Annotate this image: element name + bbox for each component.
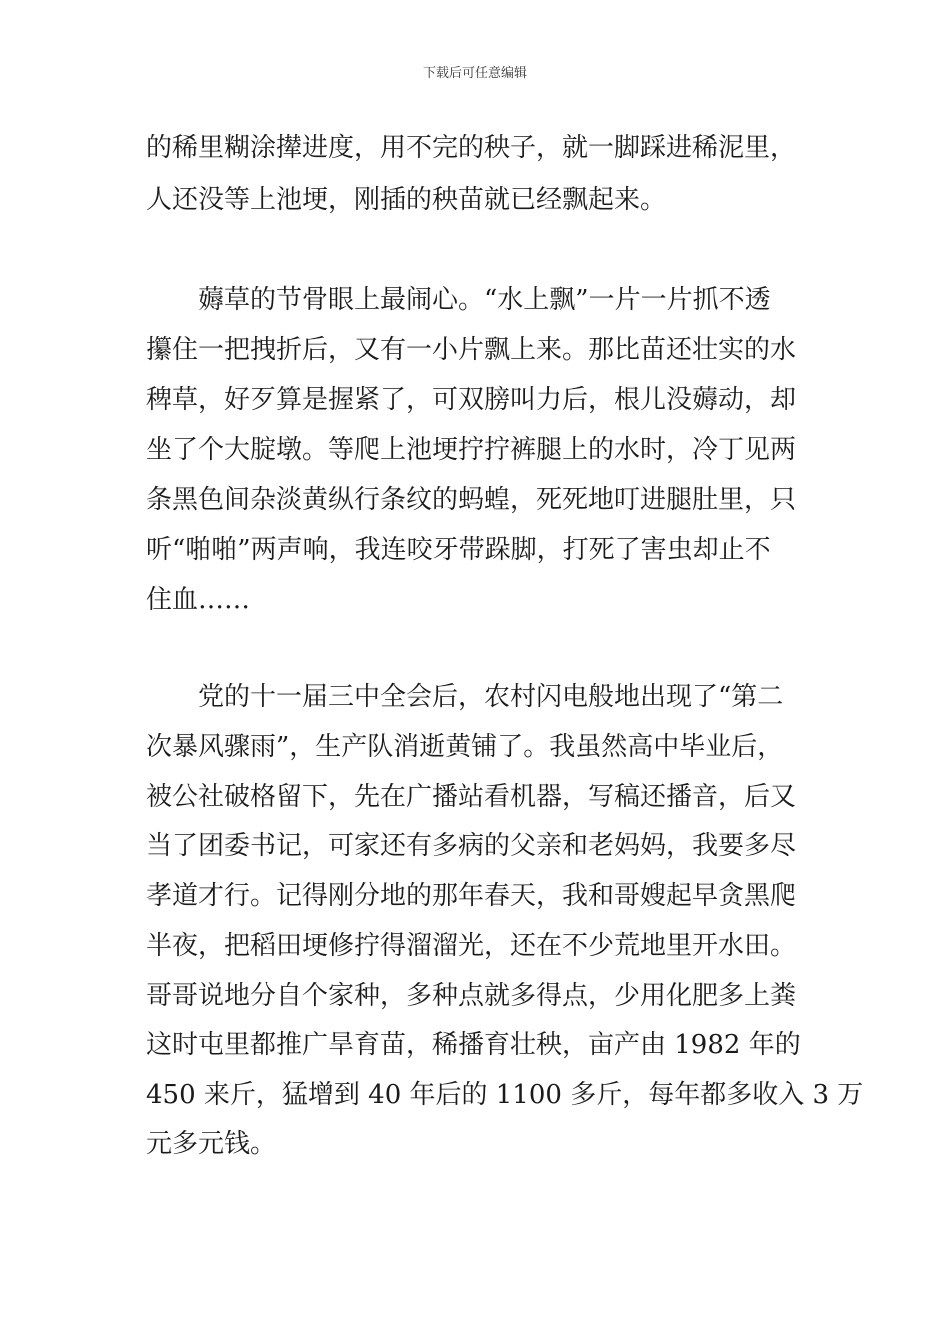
text-line: 坐了个大腚墩。等爬上池埂拧拧裤腿上的水时，冷丁见两	[146, 435, 797, 465]
text-line: 住血……	[146, 585, 251, 615]
text-line: 薅草的节骨眼上最闹心。“水上飘”一片一片抓不透	[146, 285, 771, 315]
text-line: 这时屯里都推广旱育苗，稀播育壮秧，亩产由 1982 年的	[146, 1030, 801, 1060]
text-line: 元多元钱。	[146, 1129, 277, 1159]
page-header: 下载后可任意编辑	[422, 66, 527, 81]
text-line: 孝道才行。记得刚分地的那年春天，我和哥嫂起早贪黑爬	[146, 881, 797, 911]
text-line: 党的十一届三中全会后，农村闪电般地出现了“第二	[146, 682, 784, 712]
text-line: 哥哥说地分自个家种，多种点就多得点，少用化肥多上粪	[146, 981, 797, 1011]
text-line: 当了团委书记，可家还有多病的父亲和老妈妈，我要多尽	[146, 831, 797, 861]
text-line: 的稀里糊涂撵进度，用不完的秧子，就一脚踩进稀泥里，	[146, 133, 797, 163]
text-line: 攥住一把拽折后，又有一小片飘上来。那比苗还壮实的水	[146, 335, 797, 365]
text-line: 稗草，好歹算是握紧了，可双膀叫力后，根儿没薅动，却	[146, 385, 797, 415]
text-line: 次暴风骤雨”，生产队消逝黄铺了。我虽然高中毕业后，	[146, 732, 784, 762]
text-line: 人还没等上池埂，刚插的秧苗就已经飘起来。	[146, 185, 667, 215]
text-line: 听“啪啪”两声响，我连咬牙带跺脚，打死了害虫却止不	[146, 535, 771, 565]
text-line: 条黑色间杂淡黄纵行条纹的蚂蝗，死死地叮进腿肚里，只	[146, 485, 797, 515]
text-line: 450 来斤，猛增到 40 年后的 1100 多斤，每年都多收入 3 万	[146, 1080, 864, 1110]
text-line: 半夜，把稻田埂修拧得溜溜光，还在不少荒地里开水田。	[146, 931, 797, 961]
text-line: 被公社破格留下，先在广播站看机器，写稿还播音，后又	[146, 782, 797, 812]
